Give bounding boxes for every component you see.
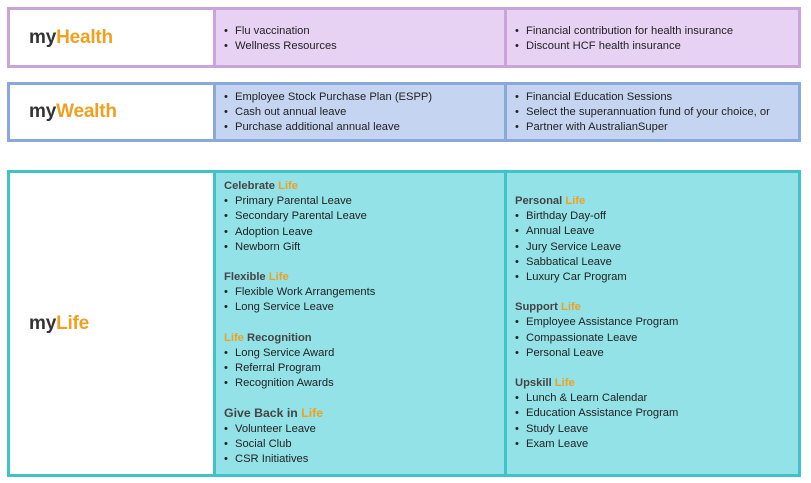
list-item: • Birthday Day-off	[515, 209, 798, 224]
group-title: Support Life	[515, 301, 581, 314]
list-item: • Secondary Parental Leave	[224, 209, 504, 224]
my-health-column-1	[216, 10, 507, 65]
my-life-section	[7, 170, 801, 477]
my-wealth-column-1	[216, 85, 507, 139]
group-title: Life Recognition	[224, 331, 312, 344]
my-health-section	[7, 7, 801, 68]
list-item: • Long Service Leave	[224, 300, 504, 315]
my-health-title: myHealth	[29, 26, 113, 48]
list-item: • Jury Service Leave	[515, 240, 798, 255]
life-recognition-group	[224, 331, 504, 392]
my-health-list-2	[515, 24, 798, 54]
list-item: • Education Assistance Program	[515, 406, 798, 421]
list-item: • Compassionate Leave	[515, 331, 798, 346]
list-item: • Long Service Award	[224, 346, 504, 361]
list-item: • Luxury Car Program	[515, 270, 798, 285]
flexible-life-group	[224, 270, 504, 316]
my-wealth-label-cell	[10, 85, 216, 139]
list-item: • Referral Program	[224, 361, 504, 376]
list-item: • Cash out annual leave	[224, 105, 504, 120]
my-wealth-column-2	[507, 85, 798, 139]
list-item: • Sabbatical Leave	[515, 255, 798, 270]
list-item: • Annual Leave	[515, 224, 798, 239]
my-life-label-cell	[10, 173, 216, 474]
list-item: • Study Leave	[515, 422, 798, 437]
my-health-column-2	[507, 10, 798, 65]
my-life-column-1	[216, 173, 507, 474]
my-wealth-list-1	[224, 90, 504, 136]
my-wealth-title: myWealth	[29, 101, 117, 122]
group-title: Celebrate Life	[224, 180, 298, 192]
list-item: • Employee Assistance Program	[515, 315, 798, 330]
list-item: • Financial contribution for health insurance	[515, 24, 798, 39]
list-item: • Financial Education Sessions	[515, 90, 798, 105]
group-title: Personal Life	[515, 195, 586, 207]
give-back-in-life-group	[224, 406, 504, 467]
list-item: • Exam Leave	[515, 437, 798, 452]
list-item: • Adoption Leave	[224, 225, 504, 240]
list-item: • Flexible Work Arrangements	[224, 285, 504, 300]
list-item: • Discount HCF health insurance	[515, 39, 798, 54]
my-wealth-list-2	[515, 90, 798, 136]
list-item: • Personal Leave	[515, 346, 798, 361]
group-title: Flexible Life	[224, 271, 289, 284]
list-item: • Lunch & Learn Calendar	[515, 391, 798, 406]
list-item: • Volunteer Leave	[224, 422, 504, 437]
list-item: • Select the superannuation fund of your choice, or	[515, 105, 798, 120]
upskill-life-group	[515, 376, 798, 452]
my-life-column-2	[507, 173, 798, 474]
group-title: Upskill Life	[515, 377, 575, 390]
celebrate-life-group	[224, 179, 504, 255]
my-health-list-1	[224, 24, 504, 54]
list-item: • Newborn Gift	[224, 240, 504, 255]
personal-life-group	[515, 194, 798, 285]
list-item: • CSR Initiatives	[224, 452, 504, 467]
support-life-group	[515, 300, 798, 361]
my-health-label-cell	[10, 10, 216, 65]
list-item: • Flu vaccination	[224, 24, 504, 39]
list-item: • Partner with AustralianSuper	[515, 120, 798, 135]
list-item: • Primary Parental Leave	[224, 194, 504, 209]
my-life-title: myLife	[29, 312, 90, 334]
list-item: • Wellness Resources	[224, 39, 504, 54]
my-wealth-section	[7, 82, 801, 142]
list-item: • Social Club	[224, 437, 504, 452]
list-item: • Purchase additional annual leave	[224, 120, 504, 135]
group-title: Give Back in Life	[224, 406, 324, 421]
list-item: • Employee Stock Purchase Plan (ESPP)	[224, 90, 504, 105]
list-item: • Recognition Awards	[224, 376, 504, 391]
